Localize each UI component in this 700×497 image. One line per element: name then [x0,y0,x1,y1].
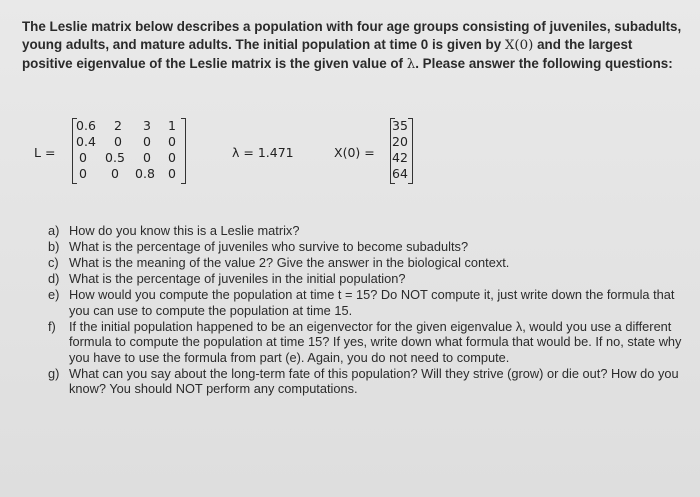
question-text: What can you say about the long-term fate of this population? Will they strive (grow) or die out? How do you know? You should NOT perform any computations. [69,365,679,397]
matrix-cell: 0 [143,150,151,165]
matrix-cell: 3 [143,118,151,133]
vector-cell: 42 [392,150,408,165]
matrix-cell: 0 [168,166,176,181]
matrix-cell: 0 [143,134,151,149]
question-text: What is the percentage of juveniles in the initial population? [69,270,406,286]
matrix-cell: 0.4 [76,134,96,149]
question-label: d) [48,270,60,286]
question-item [48,223,688,239]
intro-line-1 [22,18,682,36]
question-list [48,223,688,397]
vector-cell: 20 [392,134,408,149]
question-item [48,287,688,318]
matrix-cell: 0.6 [76,118,96,133]
question-text: What is the meaning of the value 2? Give the answer in the biological context. [69,254,510,270]
matrix-cell: 0 [111,166,119,181]
question-text: How would you compute the population at time t = 15? Do NOT compute it, just write down the formula that you can use to compute the population at time 15. [69,286,675,318]
intro-text-2b: and the largest [533,37,633,52]
question-item [48,239,688,255]
matrix-cell: 0.8 [135,166,155,181]
matrix-cell: 0 [114,134,122,149]
problem-intro [22,18,682,74]
lambda-symbol: λ [406,57,416,72]
intro-text-3b: . Please answer the following questions: [415,56,673,71]
matrix-label: L = [34,145,56,160]
question-text: What is the percentage of juveniles who survive to become subadults? [69,238,469,254]
vector-cell: 64 [392,166,408,181]
intro-text-1: The Leslie matrix below describes a population with four age groups consisting of juveniles, subadults, [22,19,682,34]
question-label: f) [48,318,56,334]
matrix-cell: 0 [79,150,87,165]
x0-label: X(0) = [334,145,375,160]
matrix-cell: 0 [168,150,176,165]
matrix-cell: 0 [168,134,176,149]
question-item [48,255,688,271]
eigenvalue: λ = 1.471 [232,145,294,160]
question-item [48,271,688,287]
x0-symbol: X(0) [504,38,534,53]
question-text: If the initial population happened to be an eigenvector for the given eigenvalue λ, would you use a different formula to compute the population at time 15? If yes, write down what formula that would be. If no, state why you have to use the formula from part (e). Again, you do not need to compute. [69,318,682,365]
question-label: a) [48,223,60,238]
question-item [48,366,688,397]
vector-cell: 35 [392,118,408,133]
intro-line-2 [22,36,682,55]
question-label: c) [48,254,59,270]
matrix-cell: 0.5 [105,150,125,165]
matrix-cell: 0 [79,166,87,181]
matrix-cell: 2 [114,118,122,133]
question-label: g) [48,365,60,381]
intro-text-2a: young adults, and mature adults. The initial population at time 0 is given by [22,37,505,52]
question-item [48,319,688,366]
question-label: b) [48,238,60,254]
question-label: e) [48,286,60,302]
question-text: How do you know this is a Leslie matrix? [69,223,300,238]
intro-text-3a: positive eigenvalue of the Leslie matrix is the given value of [22,56,407,71]
intro-line-3 [22,55,682,74]
matrix-cell: 1 [168,118,176,133]
